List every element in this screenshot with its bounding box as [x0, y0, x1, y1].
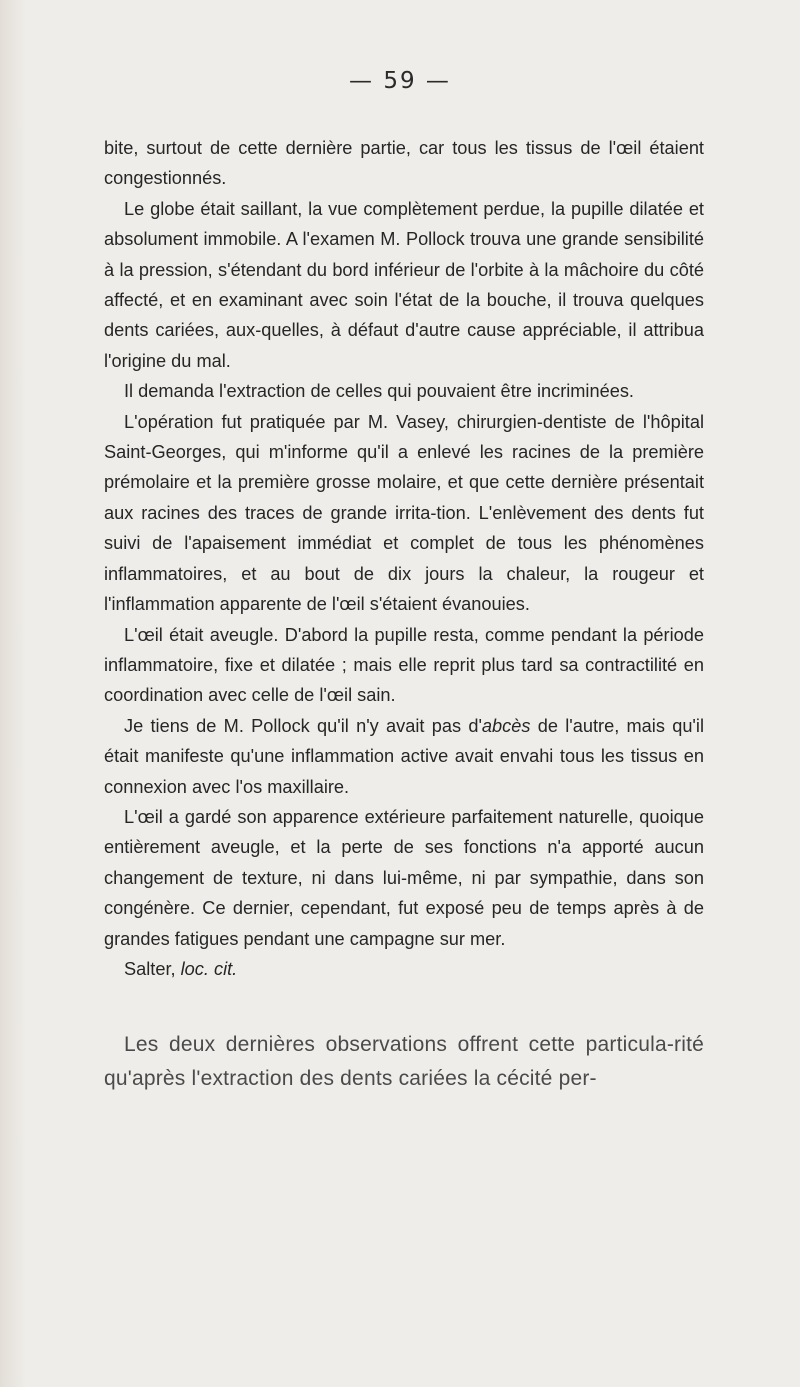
page-body [104, 133, 704, 1096]
abces-text-before: Je tiens de M. Pollock qu'il n'y avait pas d' [124, 715, 482, 736]
paragraph-continuation: bite, surtout de cette dernière partie, car tous les tissus de l'œil étaient congestionnés. [104, 138, 704, 189]
paragraph-blind-eye: L'œil était aveugle. D'abord la pupille resta, comme pendant la période inflammatoire, fixe et dilatée ; mais elle reprit plus tard sa contractilité en coordination avec celle de l'œil sain. [104, 624, 704, 706]
paragraph-globe: Le globe était saillant, la vue complètement perdue, la pupille dilatée et absolument immobile. A l'examen M. Pollock trouva une grande sensibilité à la pression, s'étendant du bord inférieur de l'orbite à la mâchoire du côté affecté, et en examinant avec soin l'état de la bouche, il trouva quelques dents cariées, aux-quelles, à défaut d'autre cause appréciable, il attribua l'origine du mal. [104, 198, 704, 371]
page-number: — 59 — [349, 68, 451, 94]
paragraph-gap [104, 984, 704, 1028]
paragraph-operation: L'opération fut pratiquée par M. Vasey, chirurgien-dentiste de l'hôpital Saint-Georges, qui m'informe qu'il a enlevé les racines de la première prémolaire et la première grosse molaire, et que cette dernière présentait aux racines des traces de grande irrita-tion. L'enlèvement des dents fut suivi de l'apaisement immédiat et complet de tous les phénomènes inflammatoires, et au bout de dix jours la chaleur, la rougeur et l'inflammation apparente de l'œil s'étaient évanouies. [104, 411, 704, 615]
paragraph-appearance: L'œil a gardé son apparence extérieure parfaitement naturelle, quoique entièrement aveugle, et la perte de ses fonctions n'a apporté aucun changement de texture, ni dans lui-même, ni par sympathie, dans son congénère. Ce dernier, cependant, fut exposé peu de temps après à de grandes fatigues pendant une campagne sur mer. [104, 806, 704, 949]
paragraph-abces [104, 711, 704, 802]
abces-text-after: de l'autre, mais qu'il était manifeste qu'une inflammation active avait envahi tous les tissus en connexion avec l'os maxillaire. [104, 715, 704, 797]
reference-citation [104, 954, 704, 984]
paragraph-final-observations: Les deux dernières observations offrent cette particula-rité qu'après l'extraction des dents cariées la cécité per- [104, 1033, 704, 1091]
paragraph-extraction-request: Il demanda l'extraction de celles qui pouvaient être incriminées. [124, 381, 634, 402]
abces-italic-word: abcès [481, 715, 531, 736]
reference-loc-cit: loc. cit. [180, 958, 238, 979]
reference-author: Salter, [124, 958, 181, 979]
page-gutter-shadow [0, 0, 26, 1387]
